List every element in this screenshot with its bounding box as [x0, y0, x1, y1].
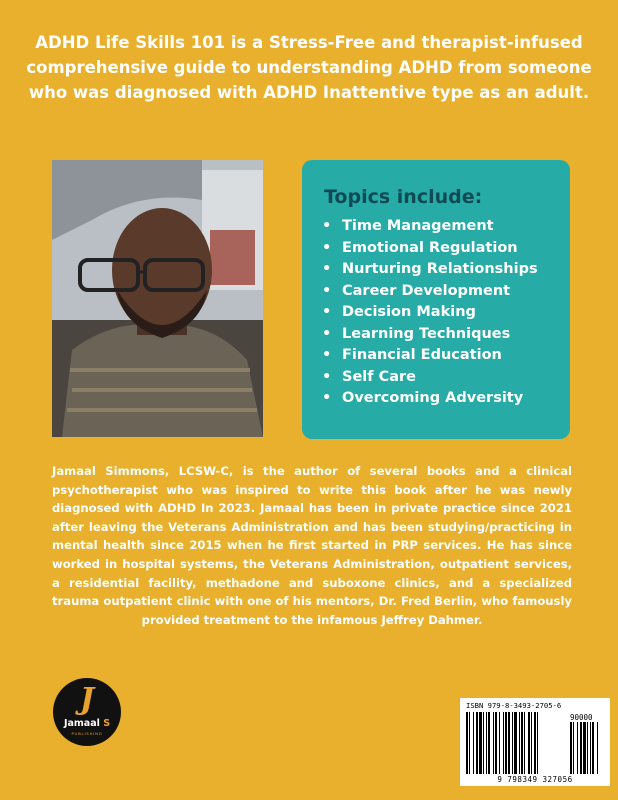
isbn-label: ISBN 979-8-3493-2705-6 — [466, 701, 562, 710]
bullet-icon: • — [322, 347, 332, 363]
barcode-bar — [476, 712, 478, 774]
bullet-icon: • — [322, 261, 332, 277]
barcode-bar — [583, 722, 586, 774]
logo-subtitle: PUBLISHING — [71, 731, 103, 736]
barcode-bar — [473, 712, 474, 774]
barcode-bar — [528, 712, 530, 774]
topic-item: • Nurturing Relationships — [322, 259, 538, 281]
barcode-bar — [519, 712, 520, 774]
barcode-bar — [508, 712, 510, 774]
topic-item: • Self Care — [322, 367, 538, 389]
barcode-bar — [503, 712, 504, 774]
bullet-icon: • — [322, 282, 332, 299]
topic-item: • Overcoming Adversity — [322, 388, 538, 410]
barcode-bar — [495, 712, 497, 774]
barcode-bar — [486, 712, 487, 774]
barcode-bar — [499, 712, 500, 774]
barcode-bar — [580, 722, 582, 774]
barcode-bar — [469, 712, 470, 774]
barcode-bar — [531, 712, 532, 774]
barcode-bar — [577, 722, 578, 774]
barcode-number: 9 798349 327056 — [497, 775, 573, 784]
barcode-bar — [524, 712, 525, 774]
bullet-icon: • — [322, 218, 332, 234]
topics-list — [322, 216, 538, 410]
topics-title: Topics include: — [324, 186, 483, 208]
bullet-icon: • — [322, 239, 332, 256]
logo-mark: J — [79, 682, 95, 717]
author-bio: Jamaal Simmons, LCSW-C, is the author of several books and a clinical psychotherapist who was inspired to write this book after he was newly diagnosed with ADHD In 2023. Jamaal has been in private practice since 2021 after leaving the Veterans Administration and has been studying/practicing in mental health since 2015 when he first started in PRP services. He has since worked in hospital systems, the Veterans Administration, outpatient services, a residential facility, methadone and suboxone clinics, and a specialized trauma outpatient clinic with one of his mentors, Dr. Fred Berlin, who famously provided treatment to the infamous Jeffrey Dahmer. — [52, 464, 572, 627]
topics-panel — [302, 160, 570, 439]
barcode-bar — [592, 722, 594, 774]
barcode-bar — [479, 712, 482, 774]
bullet-icon: • — [322, 368, 332, 385]
topic-item: • Emotional Regulation — [322, 238, 538, 260]
barcode-bar — [573, 722, 574, 774]
barcode-bar — [537, 712, 538, 774]
topic-item: • Decision Making — [322, 302, 538, 324]
bullet-icon: • — [322, 304, 332, 320]
barcode-bar — [597, 722, 598, 774]
isbn-barcode — [460, 698, 610, 786]
publisher-logo — [53, 678, 121, 746]
barcode-bar — [534, 712, 536, 774]
headline: ADHD Life Skills 101 is a Stress-Free and therapist-infused comprehensive guide to understanding ADHD from someone who was diagnosed with ADHD Inattentive type as an adult. — [26, 33, 592, 102]
author-photo — [52, 160, 263, 437]
barcode-bar — [488, 712, 490, 774]
barcode-bar — [521, 712, 523, 774]
barcode-bar — [514, 712, 517, 774]
barcode-bar — [590, 722, 591, 774]
barcode-bars — [466, 712, 604, 774]
barcode-bar — [483, 712, 484, 774]
topic-item: • Time Management — [322, 216, 538, 238]
barcode-bar — [570, 722, 572, 774]
logo-name: Jamaal S — [63, 718, 111, 729]
topic-item: • Learning Techniques — [322, 324, 538, 346]
barcode-bar — [587, 722, 588, 774]
barcode-bar — [505, 712, 507, 774]
barcode-bar — [493, 712, 494, 774]
barcode-bar — [466, 712, 468, 774]
topic-item: • Career Development — [322, 281, 538, 303]
bullet-icon: • — [322, 325, 332, 342]
bullet-icon: • — [322, 390, 332, 406]
barcode-bar — [512, 712, 513, 774]
price-code: 90000 — [570, 713, 593, 722]
topic-item: • Financial Education — [322, 345, 538, 367]
